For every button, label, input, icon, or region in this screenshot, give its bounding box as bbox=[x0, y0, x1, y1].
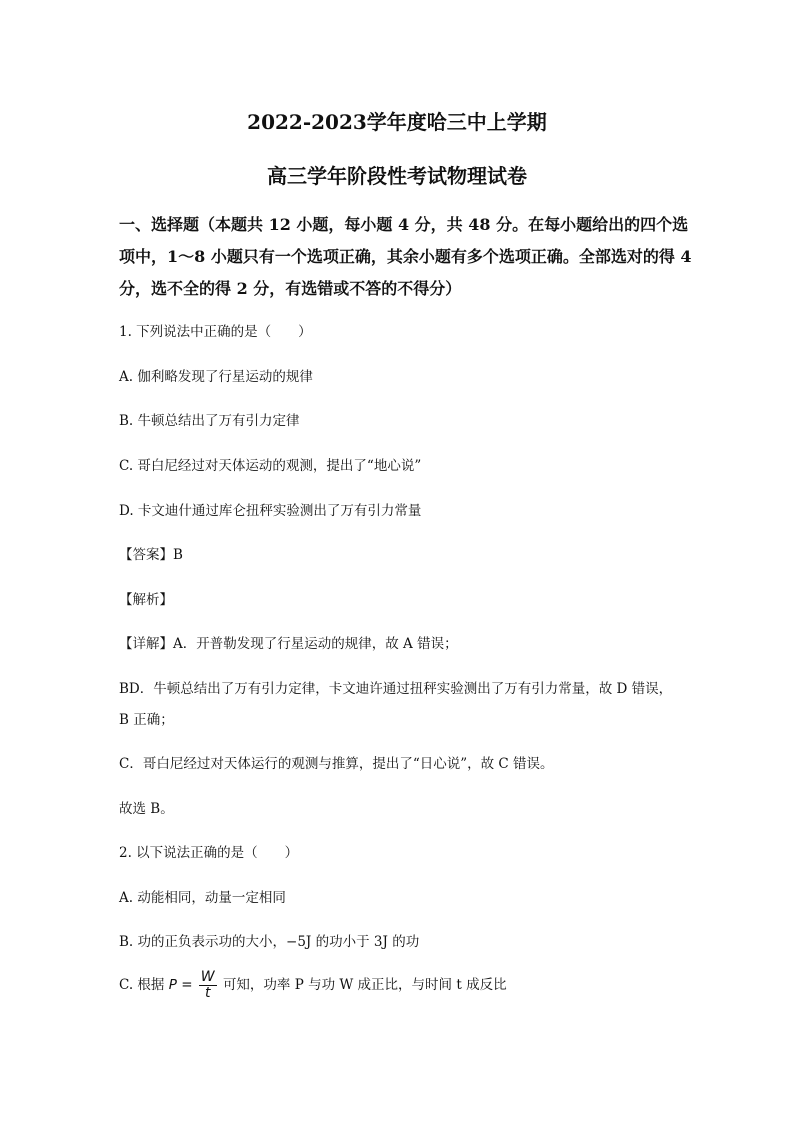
question-2-option-a: A. 动能相同，动量一定相同 bbox=[119, 890, 286, 906]
fraction-numerator: W bbox=[200, 969, 215, 985]
question-1-option-a: A. 伽利略发现了行星运动的规律 bbox=[119, 369, 313, 385]
question-1-option-d: D. 卡文迪什通过库仑扭秤实验测出了万有引力常量 bbox=[119, 503, 422, 519]
question-1-answer: 【答案】B bbox=[119, 547, 183, 563]
question-1-analysis-heading: 【解析】 bbox=[119, 592, 173, 608]
power-formula-fraction bbox=[199, 970, 217, 1001]
option-c-suffix: 可知，功率 P 与功 W 成正比，与时间 t 成反比 bbox=[222, 977, 507, 993]
question-1-option-b: B. 牛顿总结出了万有引力定律 bbox=[119, 413, 300, 429]
question-1-option-c: C. 哥白尼经过对天体运动的观测，提出了“地心说” bbox=[119, 458, 422, 474]
document-title: 2022-2023学年度哈三中上学期 bbox=[247, 110, 547, 134]
document-subtitle: 高三学年阶段性考试物理试卷 bbox=[267, 164, 527, 188]
question-2-option-c bbox=[119, 970, 507, 1001]
power-symbol: P bbox=[168, 977, 177, 993]
section-instructions-line-2: 项中，1～8 小题只有一个选项正确，其余小题有多个选项正确。全部选对的得 4 bbox=[119, 247, 692, 266]
question-1-stem: 1. 下列说法中正确的是（ ） bbox=[119, 324, 312, 340]
question-1-detail-line-2: BD．牛顿总结出了万有引力定律，卡文迪许通过扭秤实验测出了万有引力常量，故 D 错误， bbox=[119, 681, 673, 697]
equals-sign: = bbox=[181, 977, 197, 993]
section-instructions-line-3: 分，选不全的得 2 分，有选错或不答的不得分） bbox=[119, 279, 462, 298]
section-instructions-line-1: 一、选择题（本题共 12 小题，每小题 4 分，共 48 分。在每小题给出的四个选 bbox=[119, 215, 689, 234]
question-1-detail-line-1: 【详解】A．开普勒发现了行星运动的规律，故 A 错误； bbox=[119, 636, 458, 652]
option-c-prefix: C. 根据 bbox=[119, 977, 165, 993]
fraction-denominator: t bbox=[204, 985, 211, 1001]
question-2-stem: 2. 以下说法正确的是（ ） bbox=[119, 845, 299, 861]
question-1-detail-line-4: C．哥白尼经过对天体运行的观测与推算，提出了“日心说”，故 C 错误。 bbox=[119, 756, 554, 772]
question-1-detail-line-3: B 正确； bbox=[119, 712, 174, 728]
question-2-option-b: B. 功的正负表示功的大小，−5J 的功小于 3J 的功 bbox=[119, 934, 420, 950]
question-1-detail-line-5: 故选 B。 bbox=[119, 801, 174, 817]
